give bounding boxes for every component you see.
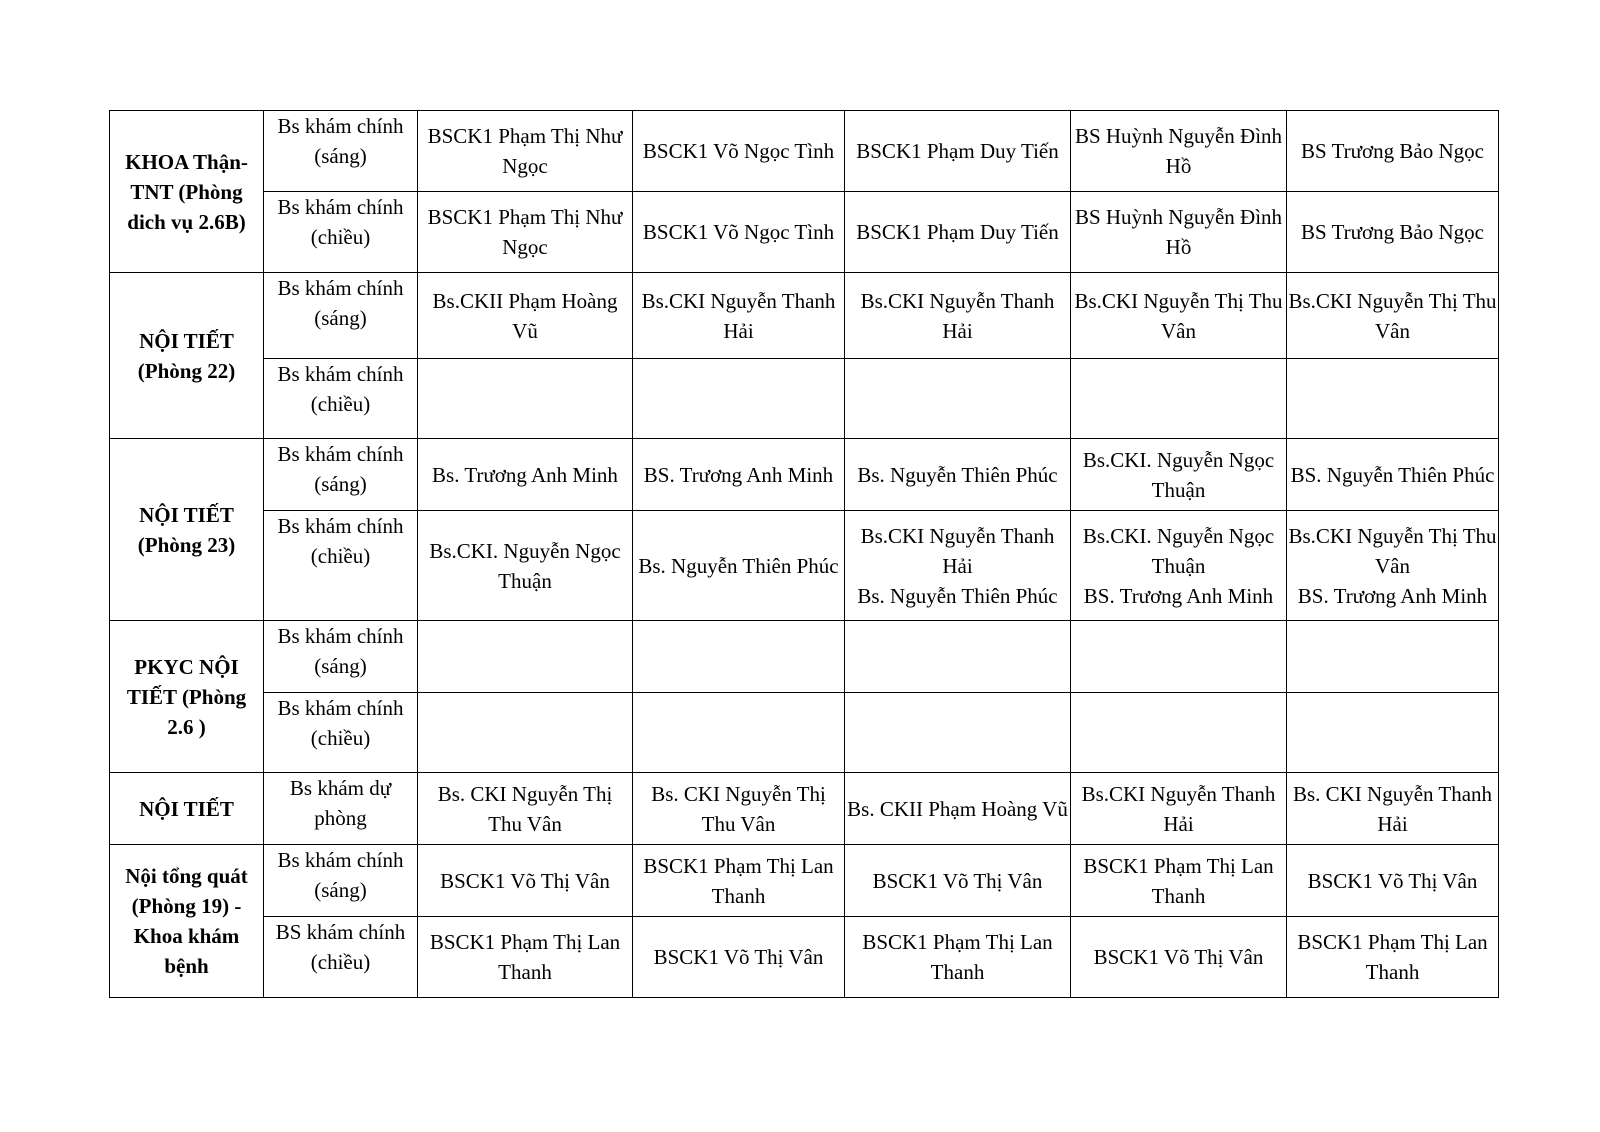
- doctor-cell: [633, 917, 845, 998]
- doctor-cell: [418, 917, 633, 998]
- doctor-name: BSCK1 Phạm Duy Tiến: [856, 139, 1059, 163]
- doctor-name: Bs. CKI Nguyễn Thị Thu Vân: [437, 781, 613, 836]
- role-cell: BS khám chính (chiều): [264, 917, 418, 998]
- doctor-cell: [418, 192, 633, 273]
- doctor-cell: [418, 693, 633, 773]
- schedule-row: [110, 111, 1499, 192]
- doctor-cell: [418, 621, 633, 693]
- doctor-name: BSCK1 Phạm Thị Lan Thanh: [643, 853, 834, 908]
- schedule-row: [110, 621, 1499, 693]
- doctor-name: Bs.CKI Nguyễn Thị Thu Vân: [1288, 523, 1497, 578]
- doctor-cell: [418, 845, 633, 917]
- doctor-name: BSCK1 Phạm Thị Lan Thanh: [429, 930, 621, 984]
- department-cell: NỘI TIẾT (Phòng 23): [110, 439, 264, 621]
- doctor-name: Bs.CKI. Nguyễn Ngọc Thuận: [429, 538, 621, 593]
- doctor-cell: [1287, 917, 1499, 998]
- doctor-cell: [845, 192, 1071, 273]
- department-cell: NỘI TIẾT (Phòng 22): [110, 273, 264, 439]
- doctor-name: Bs.CKI Nguyễn Thanh Hải: [1081, 781, 1276, 836]
- department-cell: PKYC NỘI TIẾT (Phòng 2.6 ): [110, 621, 264, 773]
- doctor-cell: [633, 773, 845, 845]
- schedule-row: [110, 273, 1499, 359]
- doctor-name: Bs.CKI Nguyễn Thị Thu Vân: [1074, 288, 1283, 343]
- doctor-name: Bs.CKII Phạm Hoàng Vũ: [432, 288, 618, 343]
- doctor-cell: [845, 845, 1071, 917]
- doctor-cell: [1287, 621, 1499, 693]
- doctor-name: Bs. CKI Nguyễn Thị Thu Vân: [651, 781, 826, 836]
- doctor-cell: [1287, 111, 1499, 192]
- doctor-cell: [633, 621, 845, 693]
- role-cell: Bs khám chính (sáng): [264, 439, 418, 511]
- doctor-name: BSCK1 Võ Thị Vân: [872, 868, 1043, 893]
- doctor-name: BS Trương Bảo Ngọc: [1301, 139, 1484, 163]
- doctor-name: BS Huỳnh Nguyễn Đình Hồ: [1074, 205, 1283, 259]
- doctor-name: BSCK1 Võ Thị Vân: [653, 945, 824, 969]
- doctor-name: Bs. Nguyễn Thiên Phúc: [857, 462, 1058, 487]
- doctor-cell: [1071, 439, 1287, 511]
- doctor-cell: [1287, 511, 1499, 621]
- doctor-cell: [1071, 621, 1287, 693]
- doctor-cell: [845, 621, 1071, 693]
- schedule-row: [110, 192, 1499, 273]
- doctor-cell: [1287, 192, 1499, 273]
- doctor-name: BSCK1 Võ Ngọc Tình: [642, 139, 835, 163]
- role-cell: Bs khám dự phòng: [264, 773, 418, 845]
- doctor-cell: [845, 439, 1071, 511]
- doctor-name: Bs.CKI. Nguyễn Ngọc Thuận: [1082, 523, 1275, 578]
- doctor-name: BSCK1 Võ Thị Vân: [440, 868, 610, 893]
- doctor-cell: [633, 192, 845, 273]
- doctor-cell: [418, 359, 633, 439]
- doctor-cell: [633, 359, 845, 439]
- doctor-cell: [418, 773, 633, 845]
- doctor-cell: [845, 693, 1071, 773]
- doctor-cell: [418, 439, 633, 511]
- doctor-name: BS. Nguyễn Thiên Phúc: [1290, 462, 1495, 487]
- role-cell: Bs khám chính (sáng): [264, 621, 418, 693]
- doctor-name: Bs. CKII Phạm Hoàng Vũ: [847, 796, 1068, 821]
- schedule-row: [110, 439, 1499, 511]
- doctor-name: Bs. Nguyễn Thiên Phúc: [638, 553, 839, 578]
- role-cell: Bs khám chính (chiều): [264, 511, 418, 621]
- doctor-cell: [845, 917, 1071, 998]
- doctor-name: Bs.CKI Nguyễn Thanh Hải: [860, 288, 1055, 343]
- schedule-row: [110, 511, 1499, 621]
- doctor-cell: [1287, 439, 1499, 511]
- role-cell: Bs khám chính (sáng): [264, 111, 418, 192]
- doctor-cell: [418, 511, 633, 621]
- doctor-name: Bs. Nguyễn Thiên Phúc: [857, 583, 1058, 608]
- schedule-row: [110, 693, 1499, 773]
- department-cell: NỘI TIẾT: [110, 773, 264, 845]
- doctor-name: BSCK1 Võ Thị Vân: [1307, 868, 1478, 893]
- doctor-cell: [1287, 273, 1499, 359]
- doctor-cell: [633, 111, 845, 192]
- doctor-name: Bs. CKI Nguyễn Thanh Hải: [1292, 781, 1493, 836]
- doctor-cell: [633, 273, 845, 359]
- doctor-name: BSCK1 Phạm Thị Lan Thanh: [862, 930, 1053, 984]
- doctor-name: BS. Trương Anh Minh: [643, 462, 834, 487]
- doctor-name: BS. Trương Anh Minh: [1083, 583, 1274, 608]
- role-cell: Bs khám chính (chiều): [264, 359, 418, 439]
- doctor-name: Bs.CKI Nguyễn Thị Thu Vân: [1288, 288, 1497, 343]
- doctor-name: BSCK1 Phạm Thị Lan Thanh: [1083, 853, 1274, 908]
- doctor-name: Bs.CKI Nguyễn Thanh Hải: [641, 288, 836, 343]
- doctor-cell: [845, 511, 1071, 621]
- doctor-name: BS. Trương Anh Minh: [1297, 583, 1488, 608]
- doctor-name: BSCK1 Phạm Thị Như Ngọc: [427, 124, 623, 178]
- doctor-cell: [1071, 773, 1287, 845]
- doctor-cell: [845, 273, 1071, 359]
- doctor-cell: [418, 273, 633, 359]
- schedule-body: [110, 111, 1499, 998]
- doctor-name: BSCK1 Phạm Thị Như Ngọc: [427, 205, 623, 259]
- department-cell: Nội tổng quát (Phòng 19) - Khoa khám bệnh: [110, 845, 264, 998]
- doctor-cell: [1287, 773, 1499, 845]
- doctor-name: BS Trương Bảo Ngọc: [1301, 220, 1484, 244]
- doctor-cell: [633, 693, 845, 773]
- doctor-cell: [845, 111, 1071, 192]
- role-cell: Bs khám chính (sáng): [264, 273, 418, 359]
- doctor-cell: [1287, 845, 1499, 917]
- schedule-row: [110, 845, 1499, 917]
- department-cell: KHOA Thận-TNT (Phòng dich vụ 2.6B): [110, 111, 264, 273]
- doctor-cell: [1071, 693, 1287, 773]
- schedule-row: [110, 359, 1499, 439]
- doctor-cell: [1071, 511, 1287, 621]
- doctor-cell: [845, 773, 1071, 845]
- doctor-name: BSCK1 Phạm Thị Lan Thanh: [1297, 930, 1488, 984]
- duty-schedule-table: [109, 110, 1499, 998]
- doctor-cell: [1287, 359, 1499, 439]
- role-cell: Bs khám chính (chiều): [264, 693, 418, 773]
- doctor-cell: [1287, 693, 1499, 773]
- doctor-name: BS Huỳnh Nguyễn Đình Hồ: [1074, 124, 1283, 178]
- doctor-cell: [1071, 111, 1287, 192]
- doctor-cell: [633, 511, 845, 621]
- doctor-cell: [633, 845, 845, 917]
- doctor-cell: [1071, 917, 1287, 998]
- doctor-cell: [1071, 359, 1287, 439]
- doctor-name: BSCK1 Phạm Duy Tiến: [856, 220, 1059, 244]
- doctor-name: BSCK1 Võ Ngọc Tình: [642, 220, 835, 244]
- role-cell: Bs khám chính (sáng): [264, 845, 418, 917]
- doctor-name: Bs.CKI. Nguyễn Ngọc Thuận: [1082, 447, 1275, 502]
- doctor-name: BSCK1 Võ Thị Vân: [1093, 945, 1264, 969]
- doctor-cell: [633, 439, 845, 511]
- doctor-name: Bs.CKI Nguyễn Thanh Hải: [860, 523, 1055, 578]
- doctor-cell: [1071, 192, 1287, 273]
- schedule-row: [110, 917, 1499, 998]
- doctor-name: Bs. Trương Anh Minh: [432, 462, 618, 487]
- role-cell: Bs khám chính (chiều): [264, 192, 418, 273]
- doctor-cell: [845, 359, 1071, 439]
- doctor-cell: [1071, 273, 1287, 359]
- doctor-cell: [418, 111, 633, 192]
- doctor-cell: [1071, 845, 1287, 917]
- schedule-row: [110, 773, 1499, 845]
